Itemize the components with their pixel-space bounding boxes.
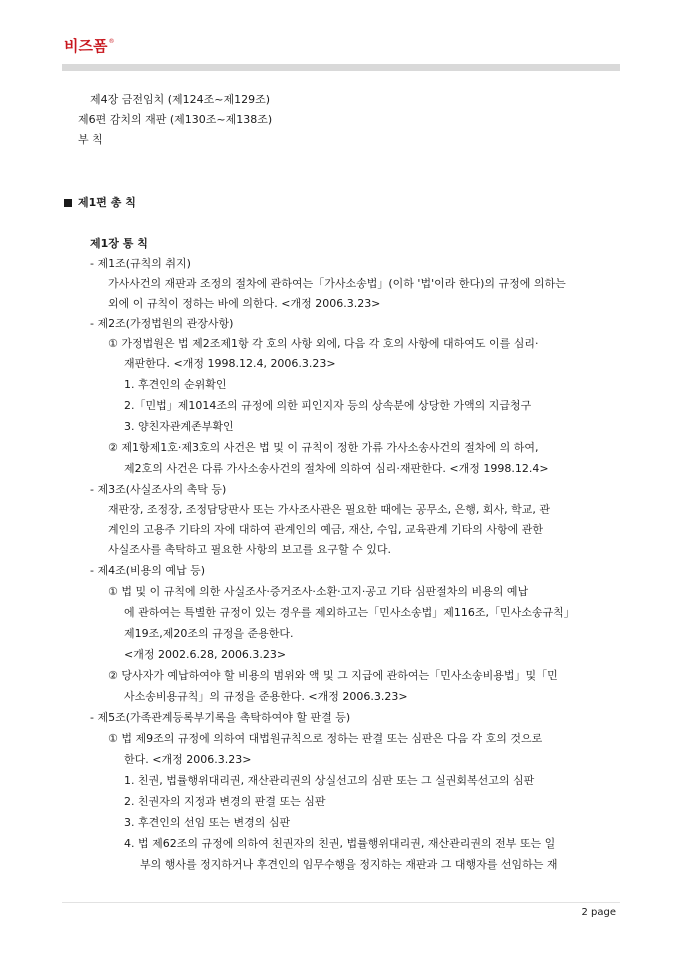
article-heading: - 제4조(비용의 예납 등) xyxy=(90,564,206,577)
bizform-logo xyxy=(64,38,114,54)
header-bar xyxy=(62,64,620,71)
body-line: 부의 행사를 정지하거나 후견인의 임무수행을 정지하는 재판과 그 대행자를 선임하는 재 xyxy=(140,858,558,871)
section-heading xyxy=(64,195,136,211)
body-line: 사실조사를 촉탁하고 필요한 사항의 보고를 요구할 수 있다. xyxy=(108,543,391,556)
list-item: 2.「민법」제1014조의 규정에 의한 피인지자 등의 상속분에 상당한 가액의 지급청구 xyxy=(124,399,532,412)
article-heading: - 제5조(가족관계등록부기록을 촉탁하여야 할 판결 등) xyxy=(90,711,351,724)
body-line: 제2호의 사건은 다류 가사소송사건의 절차에 의하여 심리·재판한다. <개정 1998.12.4> xyxy=(124,462,549,475)
body-line: 재판장, 조정장, 조정담당판사 또는 가사조사관은 필요한 때에는 공무소, 은행, 회사, 학교, 관 xyxy=(108,503,550,516)
body-line: 가사사건의 재판과 조정의 절차에 관하여는「가사소송법」(이하 '법'이라 한다)의 규정에 의하는 xyxy=(108,277,566,290)
list-item: 1. 후견인의 순위확인 xyxy=(124,378,227,391)
list-item: 1. 친권, 법률행위대리권, 재산관리권의 상실선고의 심판 또는 그 실권회복선고의 심판 xyxy=(124,774,535,787)
chapter-heading: 제1장 통 칙 xyxy=(90,237,148,250)
article-heading: - 제2조(가정법원의 관장사항) xyxy=(90,317,234,330)
body-line: 계인의 고용주 기타의 자에 대하여 관계인의 예금, 재산, 수입, 교육관계 기타의 사항에 관한 xyxy=(108,523,543,536)
toc-line: 제6편 감치의 재판 (제130조~제138조) xyxy=(78,113,273,126)
logo-registered-mark: ® xyxy=(108,38,115,45)
body-line: ② 제1항제1호·제3호의 사건은 법 및 이 규칙이 정한 가류 가사소송사건의 절차에 의 하여, xyxy=(108,441,539,454)
body-line: 에 관하여는 특별한 규정이 있는 경우를 제외하고는「민사소송법」제116조,「민사소송규칙」 xyxy=(124,606,575,619)
body-line: 제19조,제20조의 규정을 준용한다. xyxy=(124,627,294,640)
footer-rule xyxy=(62,902,620,903)
body-line: ① 법 제9조의 규정에 의하여 대법원규칙으로 정하는 판결 또는 심판은 다음 각 호의 것으로 xyxy=(108,732,543,745)
body-line: <개정 2002.6.28, 2006.3.23> xyxy=(124,648,287,661)
article-heading: - 제1조(규칙의 취지) xyxy=(90,257,191,270)
list-item: 2. 친권자의 지정과 변경의 판결 또는 심판 xyxy=(124,795,326,808)
logo-text: 비즈폼 xyxy=(64,37,108,55)
list-item: 4. 법 제62조의 규정에 의하여 친권자의 친권, 법률행위대리권, 재산관리권의 전부 또는 일 xyxy=(124,837,556,850)
list-item: 3. 양친자관계존부확인 xyxy=(124,420,234,433)
toc-line: 제4장 금전임치 (제124조~제129조) xyxy=(90,93,271,106)
body-line: 한다. <개정 2006.3.23> xyxy=(124,753,252,766)
body-line: ① 가정법원은 법 제2조제1항 각 호의 사항 외에, 다음 각 호의 사항에 대하여도 이를 심리· xyxy=(108,337,539,350)
body-line: 외에 이 규칙이 정하는 바에 의한다. <개정 2006.3.23> xyxy=(108,297,381,310)
toc-line: 부 칙 xyxy=(78,133,103,146)
body-line: ② 당사자가 예납하여야 할 비용의 범위와 액 및 그 지급에 관하여는「민사소송비용법」및「민 xyxy=(108,669,558,682)
list-item: 3. 후견인의 선임 또는 변경의 심판 xyxy=(124,816,291,829)
article-heading: - 제3조(사실조사의 촉탁 등) xyxy=(90,483,227,496)
square-bullet-icon xyxy=(64,199,72,207)
body-line: ① 법 및 이 규칙에 의한 사실조사·증거조사·소환·고지·공고 기타 심판절차의 비용의 예납 xyxy=(108,585,529,598)
section-title: 제1편 총 칙 xyxy=(78,196,136,209)
page-number: 2 page xyxy=(581,907,616,918)
body-line: 사소송비용규칙」의 규정을 준용한다. <개정 2006.3.23> xyxy=(124,690,408,703)
body-line: 재판한다. <개정 1998.12.4, 2006.3.23> xyxy=(124,357,336,370)
